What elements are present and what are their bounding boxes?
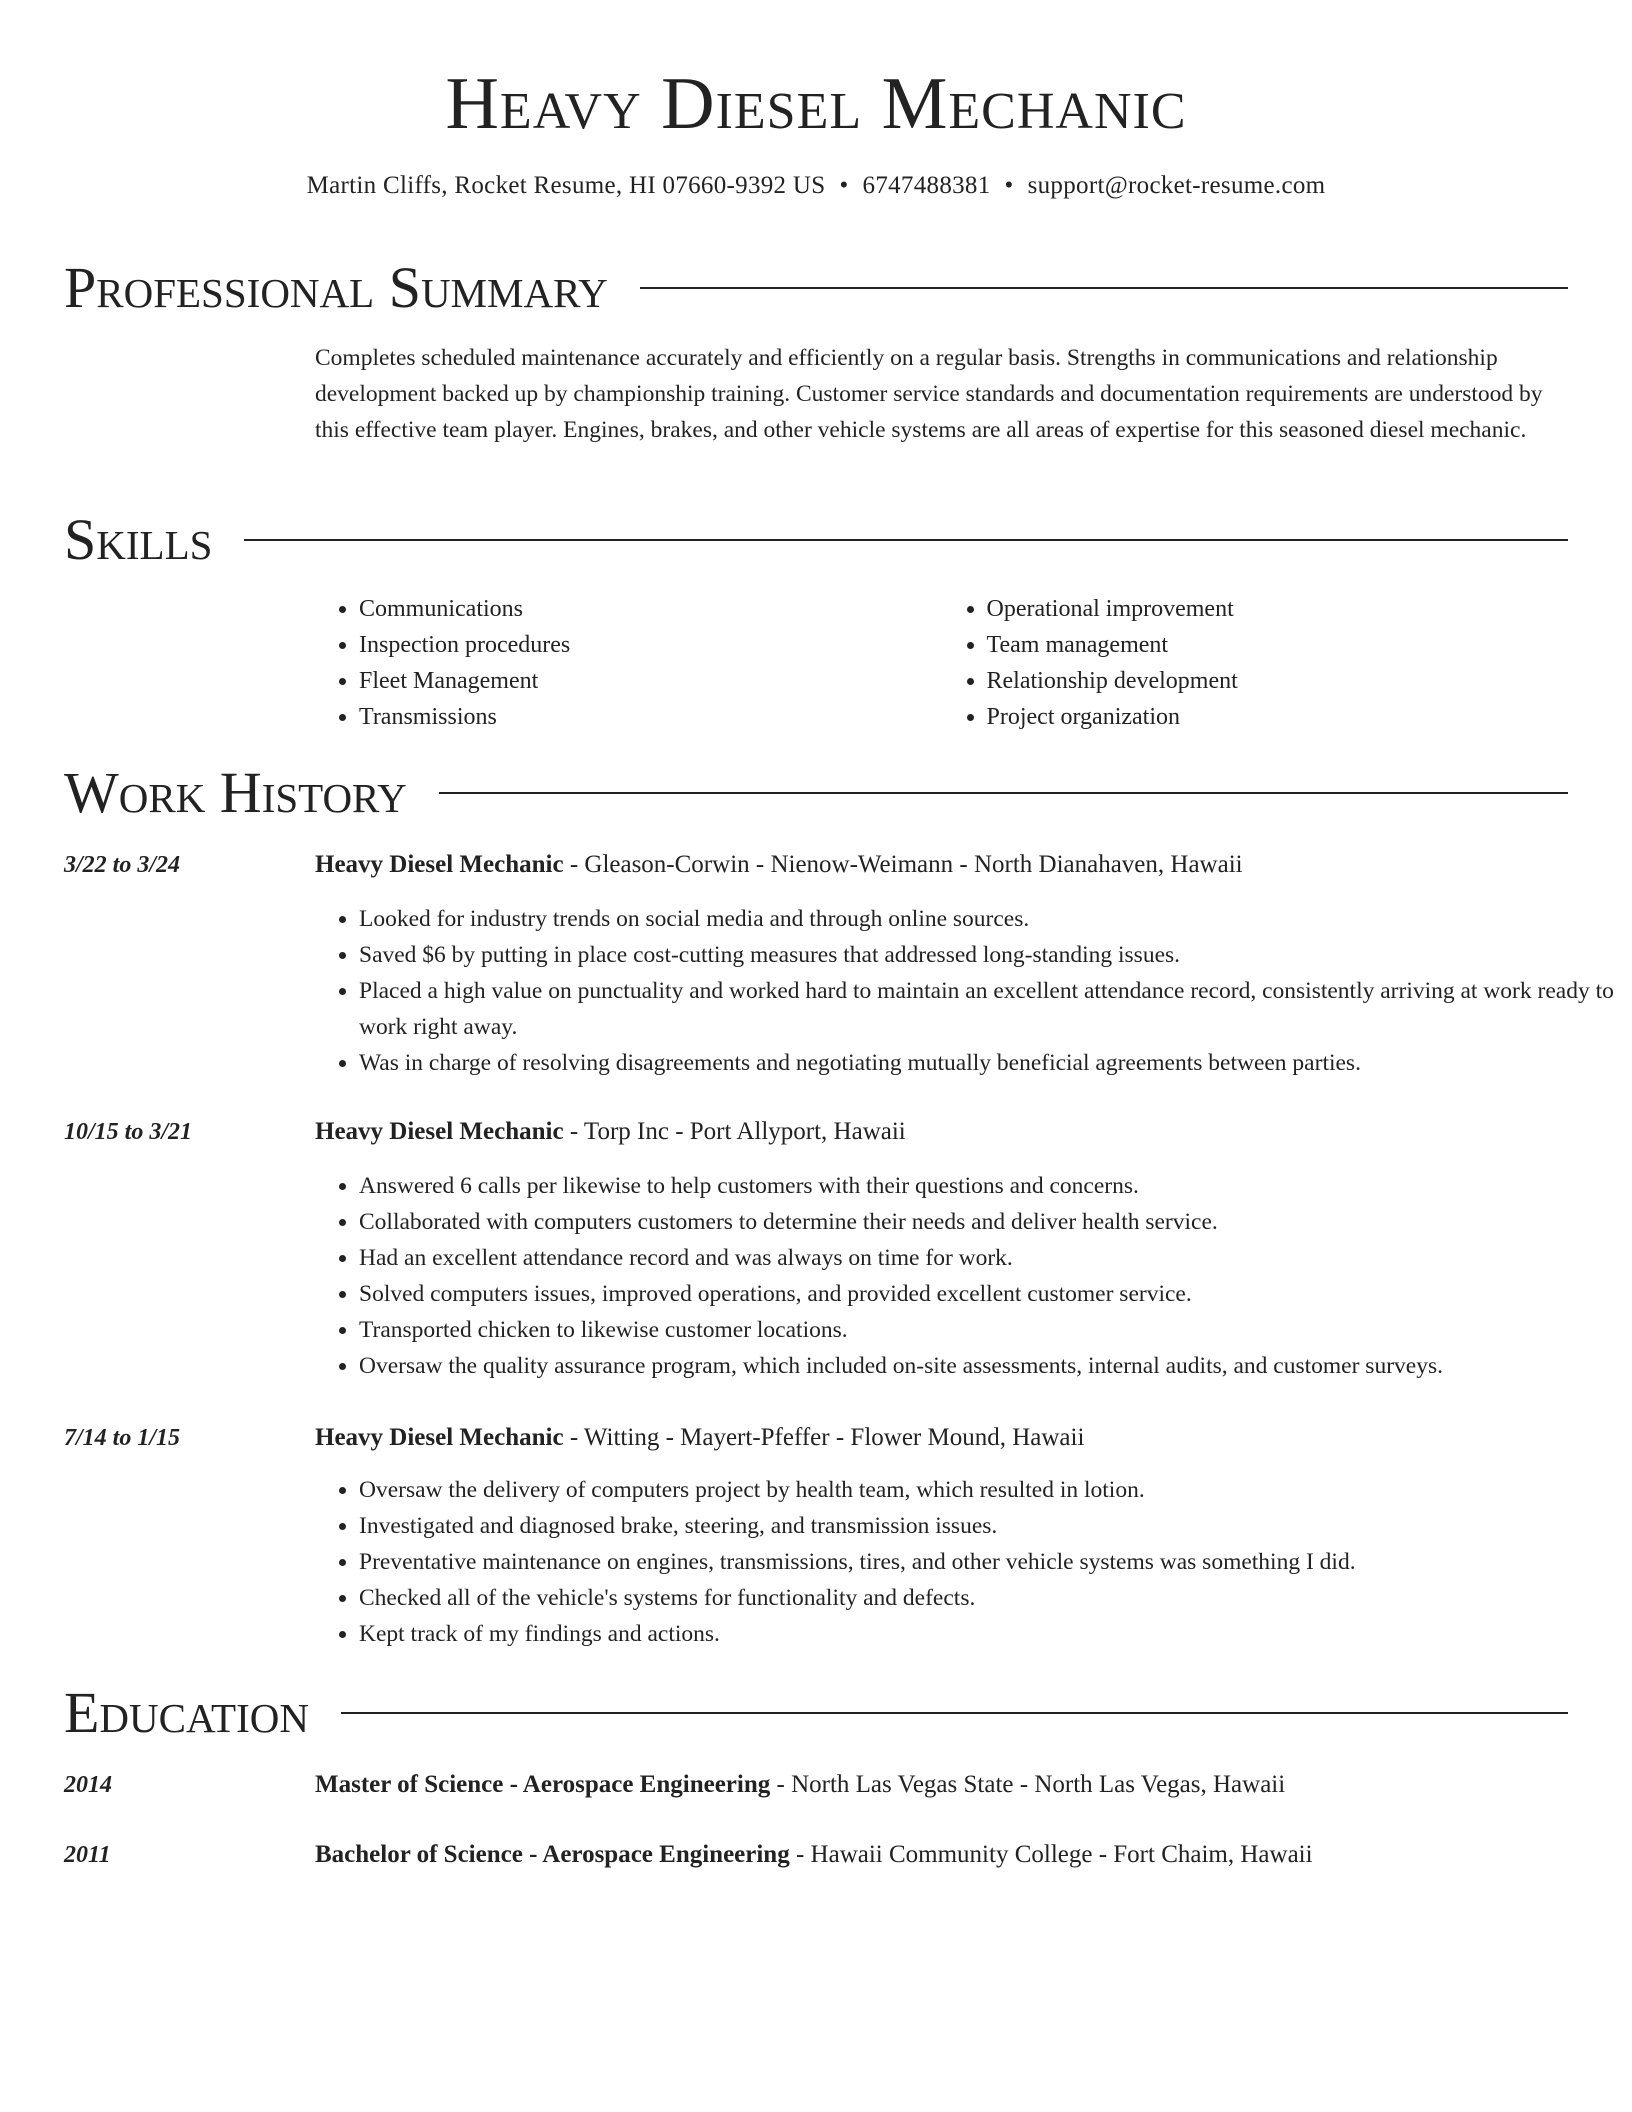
section-divider — [341, 1712, 1568, 1714]
resume-name: Heavy Diesel Mechanic — [445, 63, 1187, 145]
skill-item: • Team management — [987, 627, 1571, 663]
job-details: - Gleason-Corwin - Nienow-Weimann - North Dianahaven, Hawaii — [563, 851, 1243, 878]
job-details: - Torp Inc - Port Allyport, Hawaii — [563, 1118, 906, 1145]
job-bullet: • Oversaw the quality assurance program, which included on-site assessments, internal audits, and customer surveys. — [359, 1348, 1614, 1384]
work-section-header — [64, 761, 1568, 825]
education-year: 2014 — [64, 1772, 112, 1798]
education-year: 2011 — [64, 1842, 111, 1868]
summary-text: Completes scheduled maintenance accurately and efficiently on a regular basis. Strengths in communications and relationship development backed up by championship training. Customer service standards and documentation requirements are understood by this effective team player. Engines, brakes, and other vehicle systems are all areas of expertise for this seasoned diesel mechanic. — [315, 345, 1543, 443]
skill-item: • Transmissions — [359, 699, 943, 735]
education-details: - Hawaii Community College - Fort Chaim, Hawaii — [789, 1841, 1313, 1868]
education-section-header — [64, 1681, 1568, 1745]
job-title: Heavy Diesel Mechanic — [315, 1118, 564, 1145]
skill-item: • Fleet Management — [359, 663, 943, 699]
contact-separator: • — [839, 172, 849, 199]
work-heading: Work History — [64, 760, 407, 825]
education-degree: Bachelor of Science - Aerospace Engineering — [315, 1841, 790, 1868]
skill-item: • Communications — [359, 591, 943, 627]
skill-item: • Inspection procedures — [359, 627, 943, 663]
job-bullet: • Had an excellent attendance record and was always on time for work. — [359, 1240, 1614, 1276]
summary-section-header — [64, 256, 1568, 320]
job-bullet: • Was in charge of resolving disagreements and negotiating mutually beneficial agreements between parties. — [359, 1045, 1614, 1081]
section-divider — [244, 539, 1568, 541]
job-dates: 3/22 to 3/24 — [64, 852, 181, 878]
skills-list — [315, 591, 1570, 735]
contact-line — [0, 172, 1632, 200]
job-bullet: • Answered 6 calls per likewise to help customers with their questions and concerns. — [359, 1168, 1614, 1204]
education-degree: Master of Science - Aerospace Engineering — [315, 1771, 771, 1798]
job-bullets — [315, 901, 1614, 1081]
job-bullet: • Preventative maintenance on engines, transmissions, tires, and other vehicle systems was something I did. — [359, 1544, 1614, 1580]
skill-item: • Operational improvement — [987, 591, 1571, 627]
job-bullets — [315, 1472, 1614, 1652]
job-title: Heavy Diesel Mechanic — [315, 1424, 564, 1451]
job-bullet: • Placed a high value on punctuality and worked hard to maintain an excellent attendance record, consistently arriving at work ready to work right away. — [359, 973, 1614, 1045]
contact-phone: 6747488381 — [862, 172, 991, 199]
job-bullet: • Investigated and diagnosed brake, steering, and transmission issues. — [359, 1508, 1614, 1544]
education-header — [315, 1767, 1285, 1803]
skills-column-right — [943, 591, 1571, 735]
job-header — [315, 1420, 1084, 1456]
job-title: Heavy Diesel Mechanic — [315, 851, 564, 878]
education-header — [315, 1837, 1313, 1873]
job-header — [315, 847, 1243, 883]
job-bullet: • Kept track of my findings and actions. — [359, 1616, 1614, 1652]
job-dates: 7/14 to 1/15 — [64, 1425, 181, 1451]
job-bullet: • Looked for industry trends on social media and through online sources. — [359, 901, 1614, 937]
skill-item: • Relationship development — [987, 663, 1571, 699]
skill-item: • Project organization — [987, 699, 1571, 735]
job-header — [315, 1114, 906, 1150]
job-bullet: • Oversaw the delivery of computers project by health team, which resulted in lotion. — [359, 1472, 1614, 1508]
job-bullet: • Solved computers issues, improved operations, and provided excellent customer service. — [359, 1276, 1614, 1312]
contact-email: support@rocket-resume.com — [1027, 172, 1326, 199]
job-bullet: • Checked all of the vehicle's systems for functionality and defects. — [359, 1580, 1614, 1616]
skills-section-header — [64, 508, 1568, 572]
section-divider — [439, 792, 1568, 794]
job-bullet: • Collaborated with computers customers to determine their needs and deliver health service. — [359, 1204, 1614, 1240]
section-divider — [640, 287, 1568, 289]
skills-heading: Skills — [64, 507, 213, 572]
job-details: - Witting - Mayert-Pfeffer - Flower Mound, Hawaii — [563, 1424, 1085, 1451]
education-details: - North Las Vegas State - North Las Vegas, Hawaii — [770, 1771, 1286, 1798]
job-bullet: • Transported chicken to likewise customer locations. — [359, 1312, 1614, 1348]
summary-heading: Professional Summary — [64, 255, 608, 320]
contact-address: Martin Cliffs, Rocket Resume, HI 07660-9392 US — [306, 172, 826, 199]
skills-column-left — [315, 591, 943, 735]
education-heading: Education — [64, 1680, 309, 1745]
contact-separator: • — [1004, 172, 1014, 199]
job-bullets — [315, 1168, 1614, 1384]
job-dates: 10/15 to 3/21 — [64, 1119, 193, 1145]
job-bullet: • Saved $6 by putting in place cost-cutting measures that addressed long-standing issues. — [359, 937, 1614, 973]
